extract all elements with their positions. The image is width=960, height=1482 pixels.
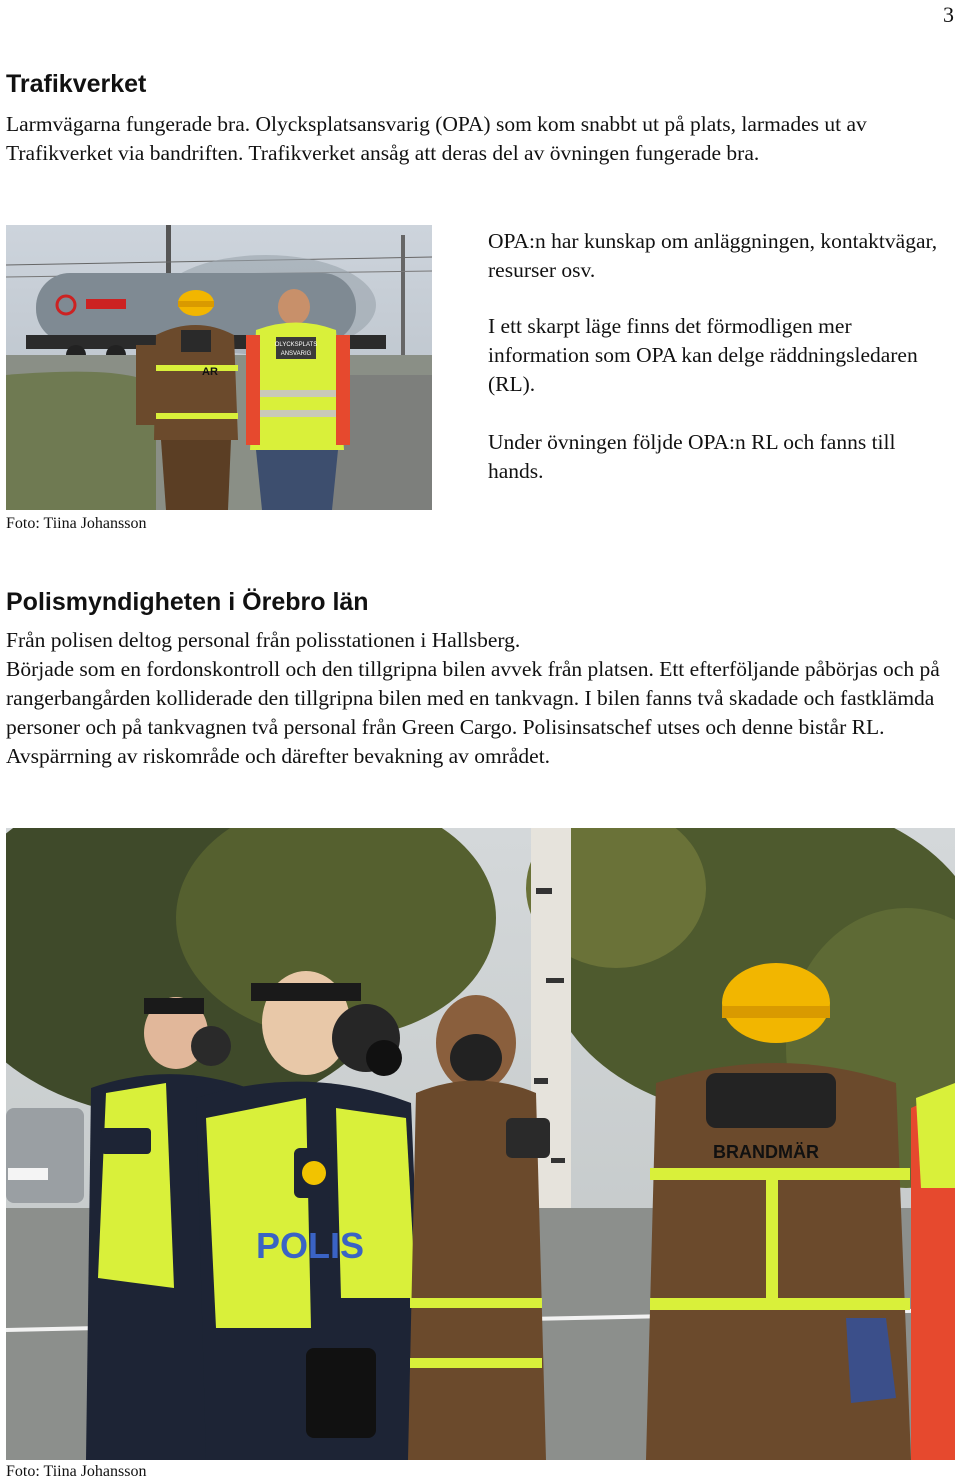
- photo-opa-and-rl: [6, 225, 432, 510]
- photo-vest-text-line-1: OLYCKSPLATS: [274, 342, 318, 348]
- section-paragraph-trafikverket: Larmvägarna fungerade bra. Olycksplatsansvarig (OPA) som kom snabbt ut på plats, larmades ut av Trafikverket via bandriften. Trafikverket ansåg att deras del av övningen fungerade bra.: [6, 112, 867, 165]
- page-number: 3: [943, 2, 954, 27]
- side-note-1: OPA:n har kunskap om anläggningen, kontaktvägar, resurser osv.: [488, 229, 938, 282]
- side-note-3: Under övningen följde OPA:n RL och fanns till hands.: [488, 430, 896, 483]
- photo-police-vest-text: POLIS: [256, 1225, 365, 1266]
- photo-caption-1: Foto: Tiina Johansson: [6, 515, 147, 532]
- section-heading-polismyndigheten: Polismyndigheten i Örebro län: [6, 588, 369, 616]
- section-paragraph-police-line-1: Från polisen deltog personal från polisstationen i Hallsberg.: [6, 628, 521, 652]
- photo-caption-2: Foto: Tiina Johansson: [6, 1463, 147, 1480]
- photo-vest-text-line-2: ANSVARIG: [280, 351, 312, 357]
- side-note-2: I ett skarpt läge finns det förmodligen mer information som OPA kan delge räddningsledaren (RL).: [488, 314, 918, 396]
- photo-police-and-firefighters: [6, 828, 955, 1460]
- photo-jacket-text: AR: [202, 366, 218, 378]
- photo-fire-jacket-text: BRANDMÄR: [713, 1142, 819, 1162]
- section-paragraph-police-body: Började som en fordonskontroll och den tillgripna bilen avvek från platsen. Ett efterföljande påbörjas och på rangerbangården kolliderade den tillgripna bilen med en tankvagn. I bilen fanns två skadade och fastklämda personer och på tankvagnen två personal från Green Cargo. Polisinsatschef utses och denne bistår RL. Avspärrning av riskområde och därefter bevakning av området.: [6, 657, 940, 768]
- section-heading-trafikverket: Trafikverket: [6, 70, 147, 98]
